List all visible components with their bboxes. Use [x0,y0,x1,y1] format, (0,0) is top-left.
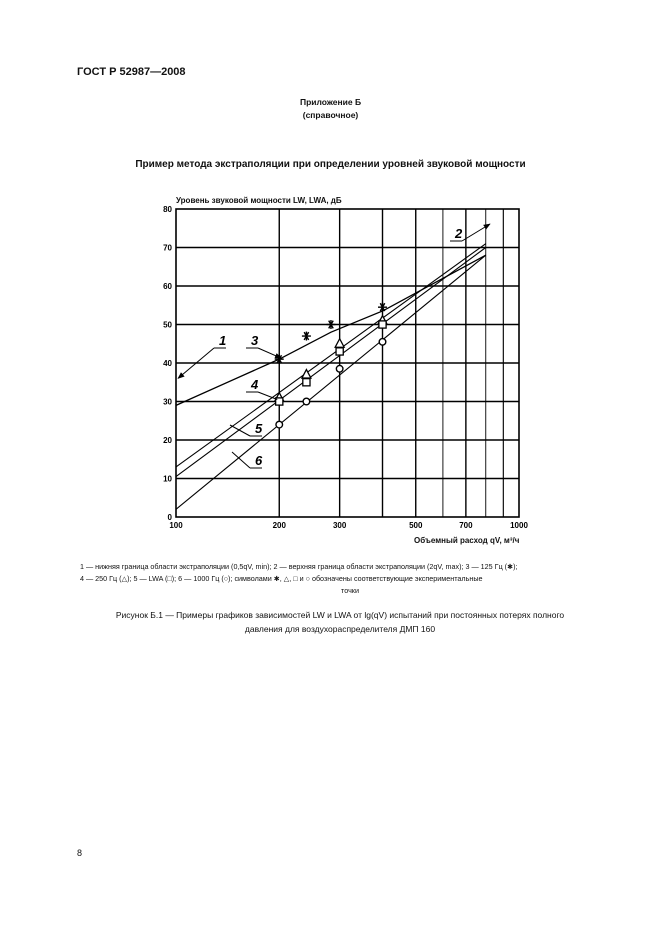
data-point-asterisk [302,332,311,341]
x-tick-label: 500 [409,521,423,530]
x-tick-label: 1000 [510,521,528,530]
x-tick-label: 200 [272,521,286,530]
y-tick-label: 0 [167,513,172,522]
curve-label-leader [258,348,281,358]
y-tick-label: 40 [163,359,172,368]
data-point-square [336,348,343,355]
y-tick-label: 20 [163,436,172,445]
legend-line-2: 4 — 250 Гц (△); 5 — LWA (□); 6 — 1000 Гц (○); символами ✱, △, □ и ○ обозначены соответствующие экспериментальные [80,574,483,583]
data-point-circle [276,421,283,428]
x-axis-label: Объемный расход qV, м³/ч [414,536,520,545]
data-point-triangle [335,339,344,348]
curve-label-6: 6 [255,453,263,468]
x-tick-label: 300 [332,521,347,530]
legend-line-3: точки [341,586,359,595]
figure-legend [80,561,620,597]
curve-label-leader [232,452,250,468]
curve-label-4: 4 [251,377,259,392]
y-tick-label: 10 [163,474,172,484]
data-point-square [379,321,386,328]
y-tick-label: 70 [163,243,172,253]
data-point-asterisk [378,303,387,312]
x-tick-label: 700 [459,521,473,530]
curve-label-1: 1 [219,333,227,348]
y-tick-label: 80 [163,205,172,214]
data-point-asterisk [326,320,335,329]
page-number: 8 [77,848,83,858]
appendix-label: Приложение Б [299,97,362,107]
series-line-4 [176,244,486,467]
document-header: ГОСТ Р 52987—2008 [77,66,186,78]
caption-line-1: Рисунок Б.1 — Примеры графиков зависимостей LW и LWA от lg(qV) испытаний при постоянных потерях полного [115,610,565,620]
curve-label-3: 3 [251,333,259,348]
x-tick-label: 100 [169,521,183,530]
y-tick-label: 60 [163,282,172,291]
y-tick-label: 30 [163,397,172,407]
data-point-circle [336,365,343,372]
data-point-square [303,379,310,386]
figure-title: Пример метода экстраполяции при определении уровней звуковой мощности [135,159,526,170]
curve-label-5: 5 [255,421,263,436]
legend-line-1: 1 — нижняя граница области экстраполяции (0,5qV, min); 2 — верхняя граница области экстраполяции (2qV, max); 3 — 125 Гц (✱); [80,562,518,571]
figure-caption [90,608,590,636]
series-line-6 [176,255,486,509]
appendix-type: (справочное) [302,110,359,120]
data-point-circle [379,339,386,346]
y-axis-label: Уровень звуковой мощности LW, LWA, дБ [176,196,342,205]
curve-label-2: 2 [455,226,463,241]
caption-line-2: давления для воздухораспределителя ДМП 160 [244,624,436,634]
data-point-circle [303,398,310,405]
y-tick-label: 50 [163,320,172,330]
series-line-5 [176,248,486,477]
